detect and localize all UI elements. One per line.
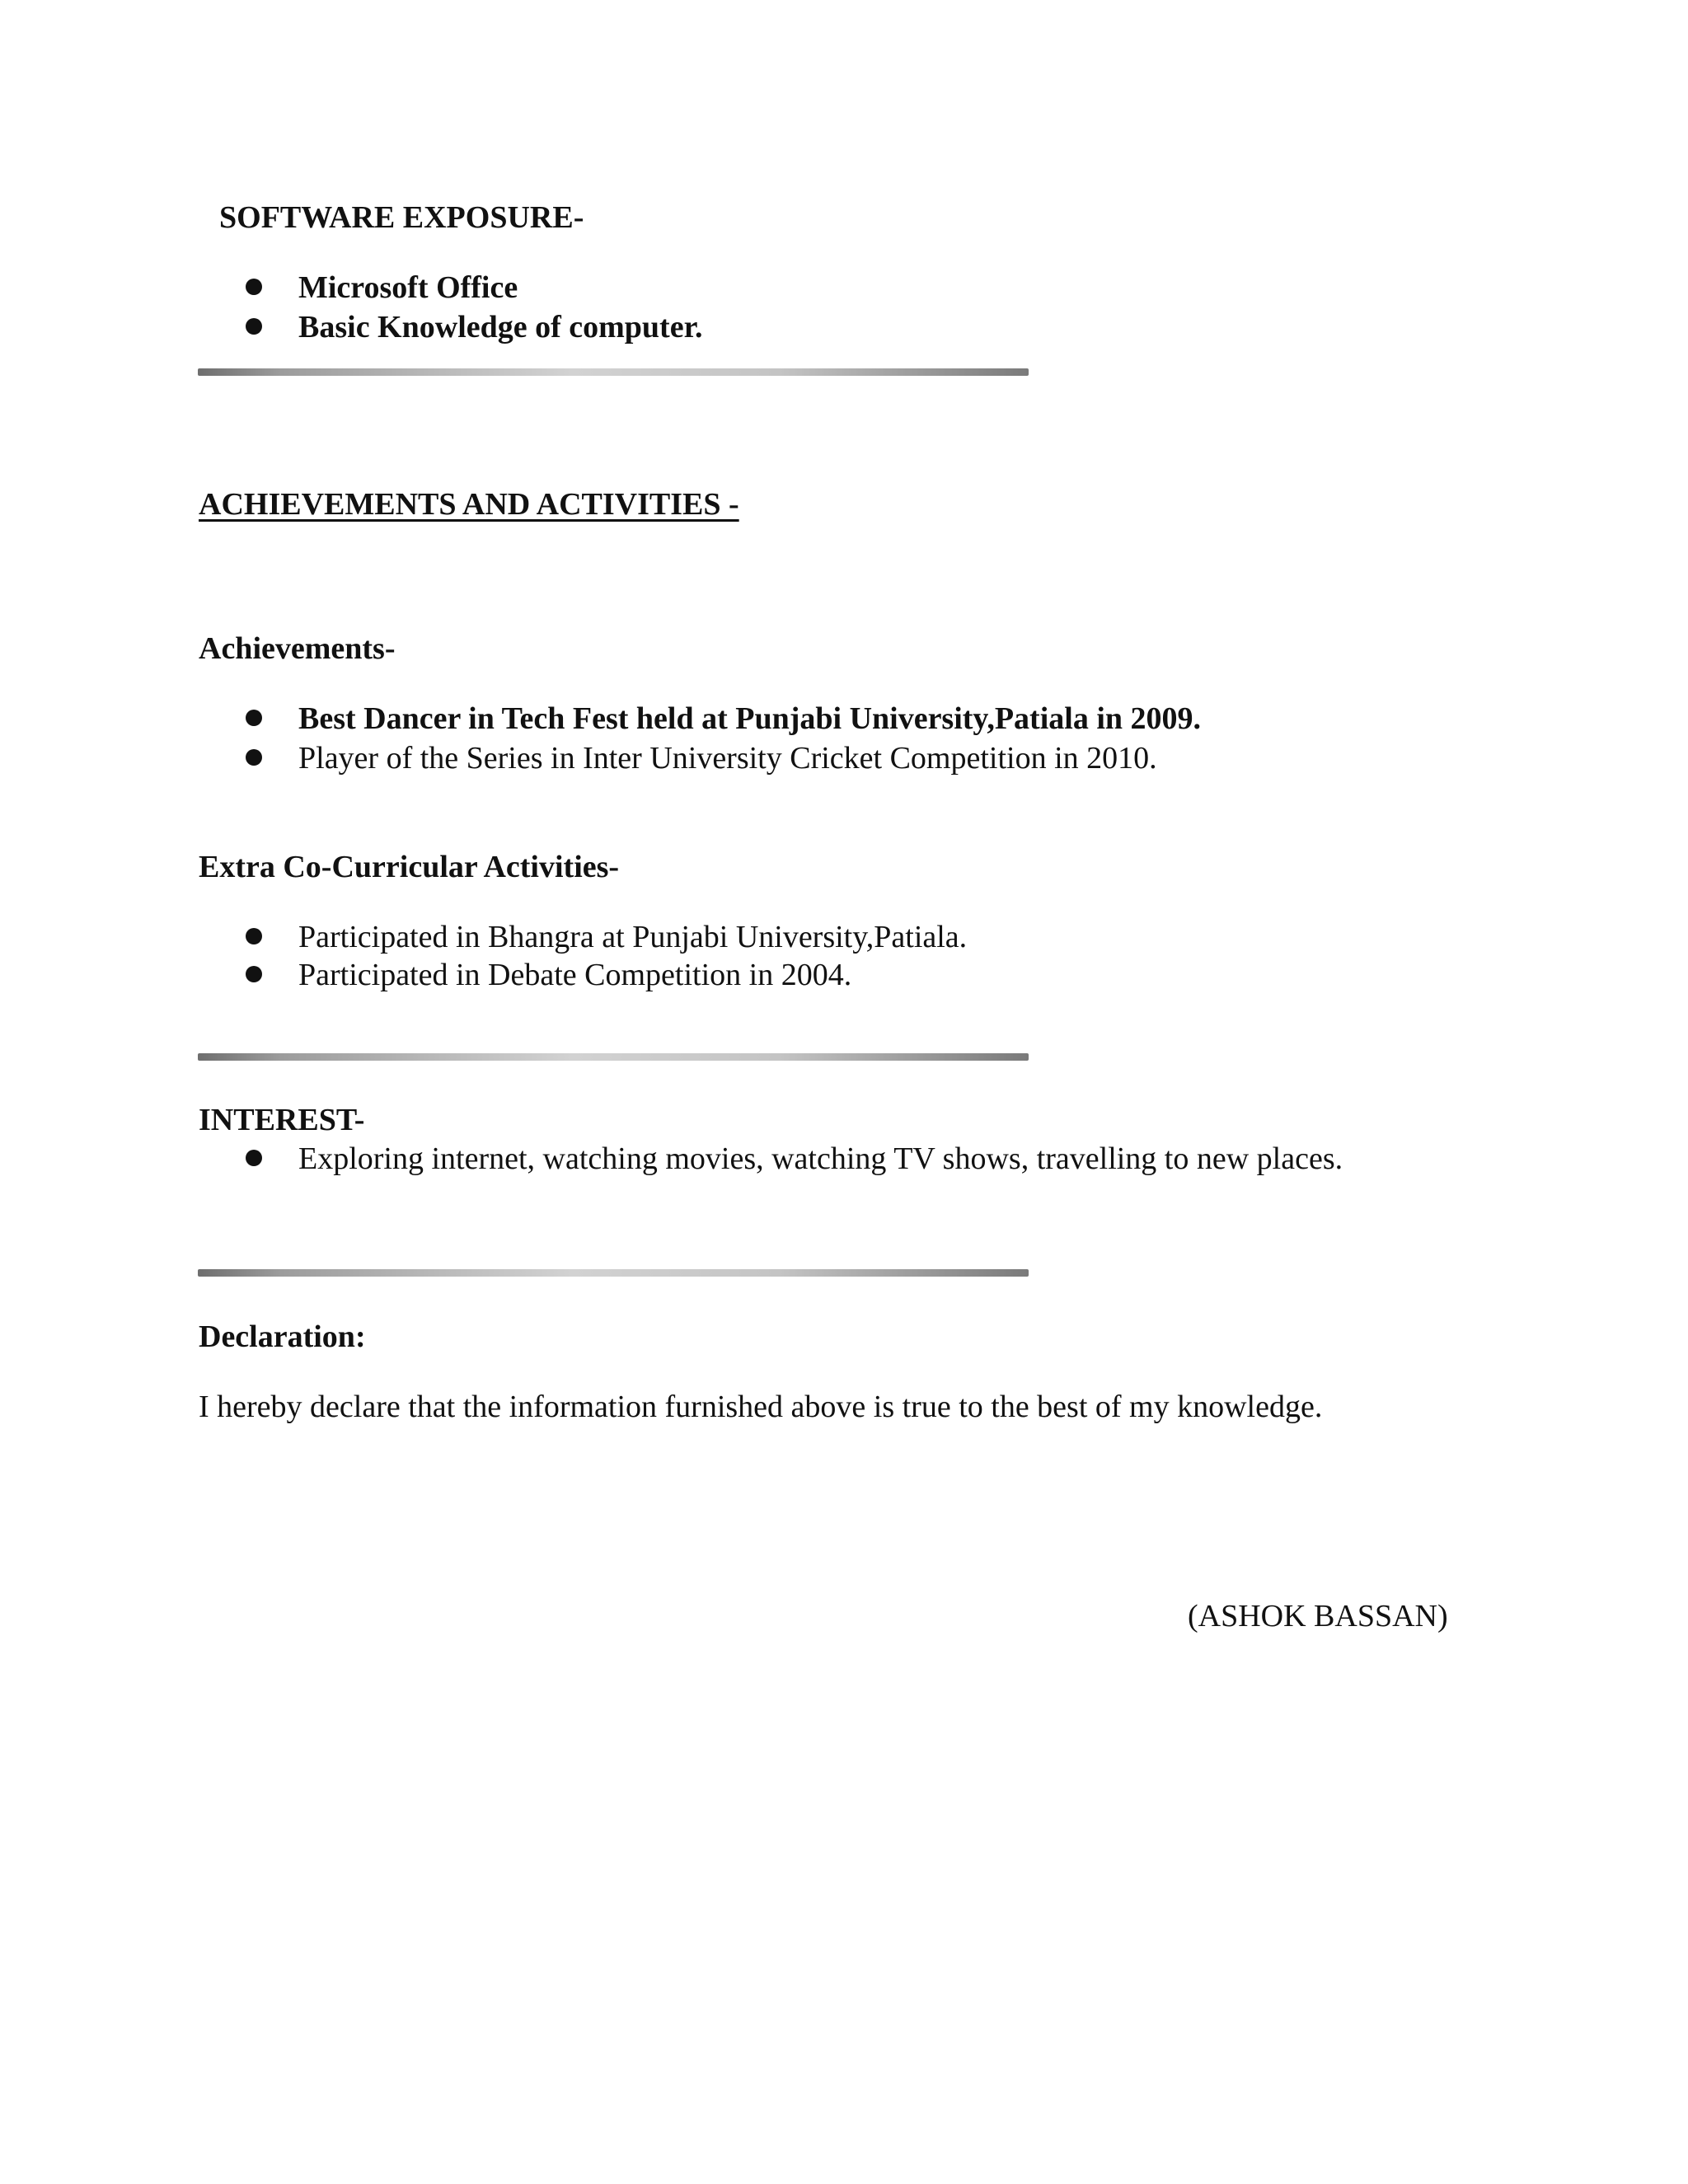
bullet-icon	[246, 1150, 262, 1166]
section-divider	[198, 368, 1029, 376]
section-divider	[198, 1269, 1029, 1277]
software-item: Microsoft Office	[246, 272, 518, 303]
bullet-icon	[246, 966, 262, 982]
extra-activities-heading: Extra Co-Curricular Activities-	[199, 850, 620, 884]
section-divider	[198, 1053, 1029, 1061]
interest-item: Exploring internet, watching movies, watching TV shows, travelling to new places.	[246, 1143, 1343, 1174]
bullet-icon	[246, 710, 262, 726]
activity-item: Participated in Bhangra at Punjabi University,Patiala.	[246, 921, 967, 953]
achievements-heading: Achievements-	[199, 631, 396, 666]
declaration-text: I hereby declare that the information furnished above is true to the best of my knowledge.	[199, 1390, 1323, 1424]
bullet-icon	[246, 318, 262, 335]
activity-item: Participated in Debate Competition in 2004.	[246, 959, 851, 991]
software-exposure-heading: SOFTWARE EXPOSURE-	[219, 200, 584, 235]
declaration-heading: Declaration:	[199, 1319, 366, 1354]
bullet-icon	[246, 279, 262, 295]
signature-name: (ASHOK BASSAN)	[1188, 1599, 1448, 1633]
bullet-icon	[246, 928, 262, 944]
achievement-item: Player of the Series in Inter University Cricket Competition in 2010.	[246, 743, 1157, 774]
bullet-icon	[246, 749, 262, 766]
interest-heading: INTEREST-	[199, 1103, 365, 1137]
software-item: Basic Knowledge of computer.	[246, 312, 702, 343]
achievements-activities-heading: ACHIEVEMENTS AND ACTIVITIES -	[199, 487, 739, 522]
achievement-item: Best Dancer in Tech Fest held at Punjabi University,Patiala in 2009.	[246, 703, 1201, 734]
